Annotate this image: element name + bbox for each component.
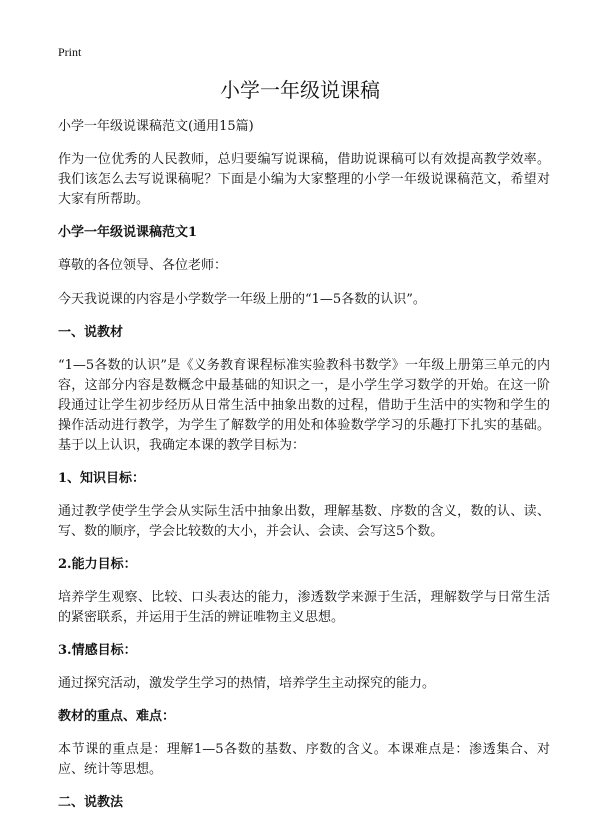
document-title: 小学一年级说课稿 [220,78,380,102]
materials-paragraph: “1—5各数的认识”是《义务教育课程标准实验教科书数学》一年级上册第三单元的内容，这部分内容是数概念中最基础的知识之一，是小学生学习数学的开始。在这一阶段通过让学生初步经历从日常生活中抽象出数的过程，借助于生活中的实物和学生的操作活动进行教学，为学生了解数学的用处和体验数学学习的乐趣打下扎实的基础。基于以上认识，我确定本课的教学目标为： [58,358,550,453]
heading-knowledge-goal: 1、知识目标： [58,471,146,486]
print-link[interactable]: Print [58,45,82,59]
ability-paragraph: 培养学生观察、比较、口头表达的能力，渗透数学来源于生活，理解数学与日常生活的紧密联系，并运用于生活的辨证唯物主义思想。 [58,590,550,625]
heading-materials: 一、说教材 [58,325,124,340]
knowledge-paragraph: 通过教学使学生学会从实际生活中抽象出数，理解基数、序数的含义，数的认、读、写、数的顺序，学会比较数的大小，并会认、会读、会写这5个数。 [58,504,550,539]
emotion-paragraph: 通过探究活动，激发学生学习的热情，培养学生主动探究的能力。 [58,676,436,691]
heading-emotion-goal: 3.情感目标： [58,643,137,658]
intro-paragraph: 作为一位优秀的人民教师，总归要编写说课稿，借助说课稿可以有效提高教学效率。我们该怎么去写说课稿呢？下面是小编为大家整理的小学一年级说课稿范文，希望对大家有所帮助。 [58,152,550,207]
heading-key-points: 教材的重点、难点： [58,709,176,724]
heading-teaching-methods: 二、说教法 [58,795,124,810]
keypoints-paragraph: 本节课的重点是：理解1—5各数的基数、序数的含义。本课难点是：渗透集合、对应、统计等思想。 [58,742,550,777]
greeting-paragraph: 尊敬的各位领导、各位老师： [58,258,228,273]
section-heading: 小学一年级说课稿范文1 [58,225,198,240]
document-body [58,118,550,826]
topic-paragraph: 今天我说课的内容是小学数学一年级上册的“1—5各数的认识”。 [58,292,426,307]
heading-ability-goal: 2.能力目标： [58,557,137,572]
document-subtitle: 小学一年级说课稿范文(通用15篇) [58,119,254,134]
